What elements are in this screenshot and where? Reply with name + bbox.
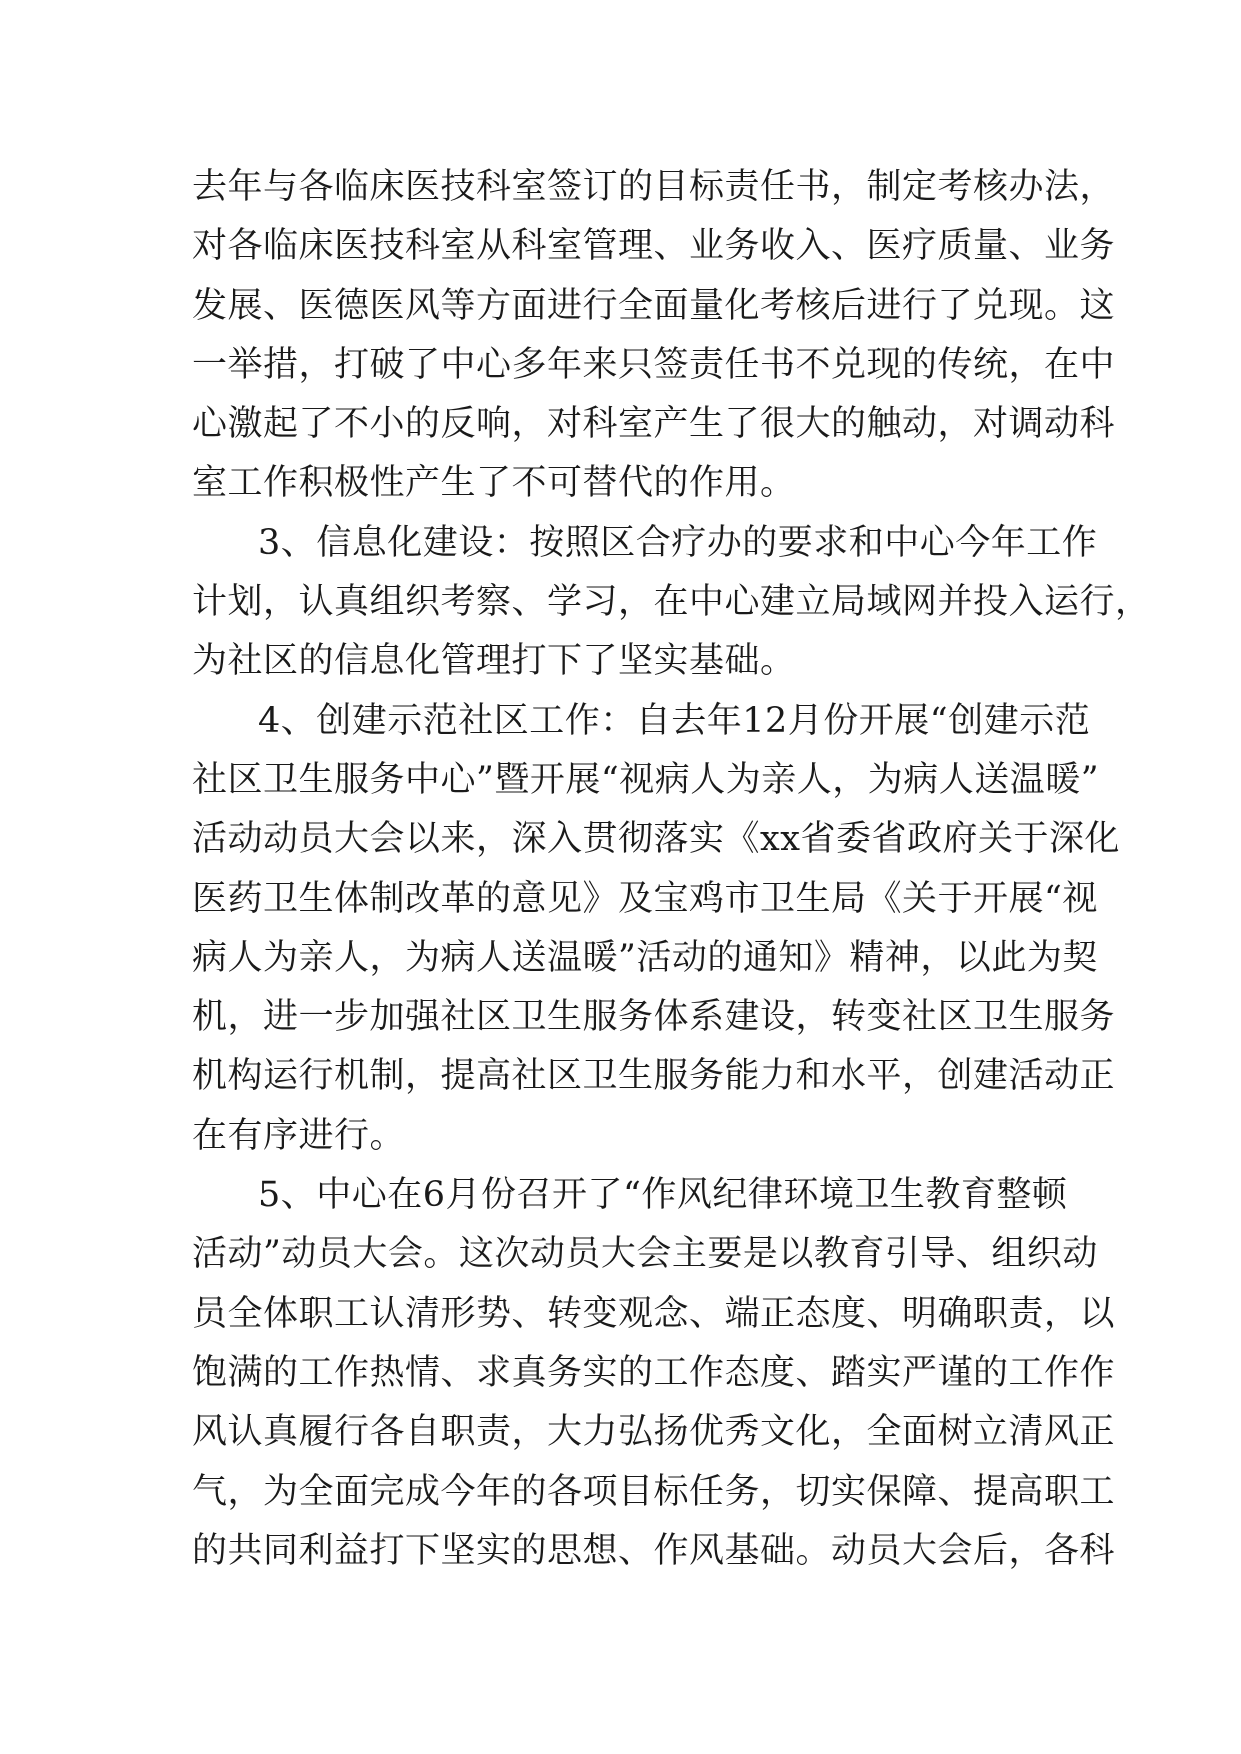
text-line: 计划，认真组织考察、学习，在中心建立局域网并投入运行， [192,582,1151,623]
text-line: 去年与各临床医技科室签订的目标责任书，制定考核办法， [192,167,1116,207]
text-line: 病人为亲人，为病人送温暖”活动的通知》精神，以此为契 [192,937,1098,978]
text-line: 活动动员大会以来，深入贯彻落实《xx省委省政府关于深化 [192,819,1120,860]
text-line: 一举措，打破了中心多年来只签责任书不兑现的传统，在中 [192,344,1116,385]
text-line: 医药卫生体制改革的意见》及宝鸡市卫生局《关于开展“视 [192,878,1098,919]
paragraph-start-line: 3、信息化建设：按照区合疗办的要求和中心今年工作 [258,522,1098,563]
text-line: 风认真履行各自职责，大力弘扬优秀文化，全面树立清风正 [192,1412,1116,1453]
text-line: 的共同利益打下坚实的思想、作风基础。动员大会后，各科 [192,1530,1116,1571]
paragraph-start-line: 5、中心在6月份召开了“作风纪律环境卫生教育整顿 [258,1175,1068,1216]
text-line: 发展、医德医风等方面进行全面量化考核后进行了兑现。这 [192,285,1116,326]
text-line: 社区卫生服务中心”暨开展“视病人为亲人，为病人送温暖” [192,759,1100,800]
text-line: 机构运行机制，提高社区卫生服务能力和水平，创建活动正 [192,1056,1116,1097]
body-text [192,158,1151,1581]
text-line: 活动”动员大会。这次动员大会主要是以教育引导、组织动 [192,1234,1098,1275]
paragraph-start-line: 4、创建示范社区工作：自去年12月份开展“创建示范 [258,700,1091,741]
text-line: 在有序进行。 [192,1115,406,1156]
text-line: 饱满的工作热情、求真务实的工作态度、踏实严谨的工作作 [192,1352,1116,1393]
text-line: 对各临床医技科室从科室管理、业务收入、医疗质量、业务 [192,226,1116,267]
text-line: 室工作积极性产生了不可替代的作用。 [192,463,796,504]
text-line: 机，进一步加强社区卫生服务体系建设，转变社区卫生服务 [192,997,1116,1038]
text-line: 心激起了不小的反响，对科室产生了很大的触动，对调动科 [192,404,1116,445]
text-line: 为社区的信息化管理打下了坚实基础。 [192,641,796,682]
text-line: 气，为全面完成今年的各项目标任务，切实保障、提高职工 [192,1471,1116,1512]
text-line: 员全体职工认清形势、转变观念、端正态度、明确职责，以 [192,1293,1116,1334]
